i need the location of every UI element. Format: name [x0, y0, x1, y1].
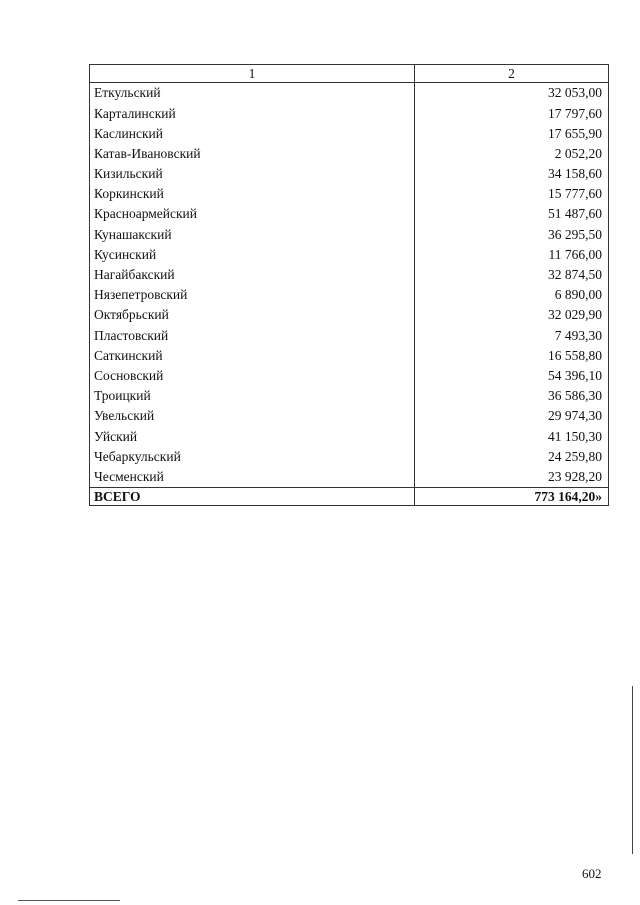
table-row	[90, 305, 609, 325]
district-name-cell: Нагайбакский	[90, 265, 415, 285]
amount-cell: 29 974,30	[415, 406, 609, 426]
district-name-cell: Красноармейский	[90, 204, 415, 224]
table-header-row	[90, 65, 609, 83]
total-row	[90, 487, 609, 505]
district-name-cell: Сосновский	[90, 366, 415, 386]
table-row	[90, 204, 609, 224]
amount-cell: 36 586,30	[415, 386, 609, 406]
district-name-cell: Каслинский	[90, 123, 415, 143]
district-name-cell: Увельский	[90, 406, 415, 426]
district-name-cell: Кунашакский	[90, 224, 415, 244]
amount-cell: 34 158,60	[415, 164, 609, 184]
district-name-cell: Чебаркульский	[90, 446, 415, 466]
amount-cell: 54 396,10	[415, 366, 609, 386]
district-name-cell: Карталинский	[90, 103, 415, 123]
district-name-cell: Коркинский	[90, 184, 415, 204]
district-name-cell: Нязепетровский	[90, 285, 415, 305]
amount-cell: 16 558,80	[415, 345, 609, 365]
table-row	[90, 467, 609, 488]
amount-cell: 32 874,50	[415, 265, 609, 285]
amount-cell: 41 150,30	[415, 426, 609, 446]
amount-cell: 32 053,00	[415, 83, 609, 104]
table-row	[90, 164, 609, 184]
table-row	[90, 245, 609, 265]
district-name-cell: Пластовский	[90, 325, 415, 345]
amount-cell: 36 295,50	[415, 224, 609, 244]
amount-cell: 17 655,90	[415, 123, 609, 143]
district-name-cell: Чесменский	[90, 467, 415, 488]
table-row	[90, 123, 609, 143]
districts-table	[89, 64, 609, 506]
bottom-rule	[18, 900, 120, 901]
page-number: 602	[582, 866, 602, 881]
column-header-1: 1	[90, 65, 415, 83]
amount-cell: 6 890,00	[415, 285, 609, 305]
amount-cell: 2 052,20	[415, 144, 609, 164]
amount-cell: 11 766,00	[415, 245, 609, 265]
district-name-cell: Еткульский	[90, 83, 415, 104]
table-row	[90, 366, 609, 386]
amount-cell: 24 259,80	[415, 446, 609, 466]
table-body	[90, 83, 609, 506]
table-row	[90, 446, 609, 466]
amount-cell: 51 487,60	[415, 204, 609, 224]
table-row	[90, 184, 609, 204]
district-name-cell: Троицкий	[90, 386, 415, 406]
table-row	[90, 224, 609, 244]
scan-margin-line	[632, 686, 633, 854]
amount-cell: 23 928,20	[415, 467, 609, 488]
table-row	[90, 83, 609, 104]
total-label-cell: ВСЕГО	[90, 487, 415, 505]
amount-cell: 17 797,60	[415, 103, 609, 123]
district-name-cell: Саткинский	[90, 345, 415, 365]
table-row	[90, 426, 609, 446]
total-amount-cell: 773 164,20»	[415, 487, 609, 505]
amount-cell: 7 493,30	[415, 325, 609, 345]
district-name-cell: Катав-Ивановский	[90, 144, 415, 164]
amount-cell: 15 777,60	[415, 184, 609, 204]
amount-cell: 32 029,90	[415, 305, 609, 325]
table-row	[90, 285, 609, 305]
table-row	[90, 345, 609, 365]
district-name-cell: Октябрьский	[90, 305, 415, 325]
table-row	[90, 406, 609, 426]
table-row	[90, 386, 609, 406]
district-name-cell: Кусинский	[90, 245, 415, 265]
column-header-2: 2	[415, 65, 609, 83]
table-row	[90, 103, 609, 123]
table-row	[90, 144, 609, 164]
table-row	[90, 265, 609, 285]
district-name-cell: Уйский	[90, 426, 415, 446]
table-row	[90, 325, 609, 345]
district-name-cell: Кизильский	[90, 164, 415, 184]
